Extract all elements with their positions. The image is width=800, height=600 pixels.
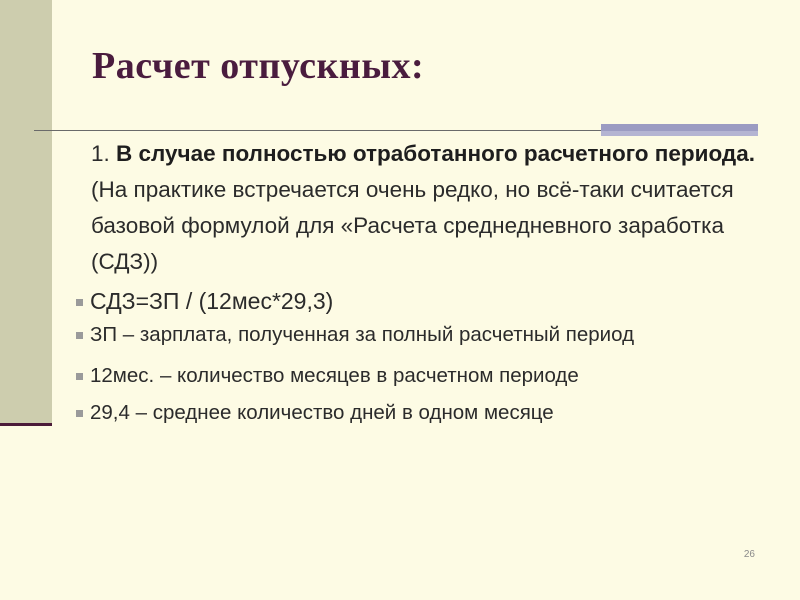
bullet-days [74, 398, 774, 427]
bullet-marker [76, 410, 83, 417]
left-band-divider [0, 423, 52, 426]
intro-normal-text: (На практике встречается очень редко, но всё-таки считается базовой формулой для «Расчета среднедневного заработка (СДЗ)) [91, 177, 734, 274]
bullet-zp [74, 320, 774, 349]
intro-number: 1. [91, 141, 110, 166]
slide-title: Расчет отпускных: [92, 45, 425, 87]
bullet-marker [76, 373, 83, 380]
bullet-months [74, 361, 774, 390]
bullet-text: 29,4 – среднее количество дней в одном месяце [90, 401, 554, 424]
bullet-text: 12мес. – количество месяцев в расчетном периоде [90, 364, 579, 387]
bullet-formula [74, 286, 774, 316]
left-decorative-band [0, 0, 52, 425]
bullet-marker [76, 332, 83, 339]
bullet-text: СДЗ=ЗП / (12мес*29,3) [90, 288, 334, 314]
slide-body [74, 136, 774, 427]
title-divider-accent [601, 124, 758, 131]
bullet-marker [76, 299, 83, 306]
bullet-text: ЗП – зарплата, полученная за полный расчетный период [90, 323, 635, 346]
intro-bold-text: В случае полностью отработанного расчетного периода. [116, 141, 755, 166]
page-number: 26 [743, 549, 755, 560]
intro-paragraph [91, 136, 774, 280]
